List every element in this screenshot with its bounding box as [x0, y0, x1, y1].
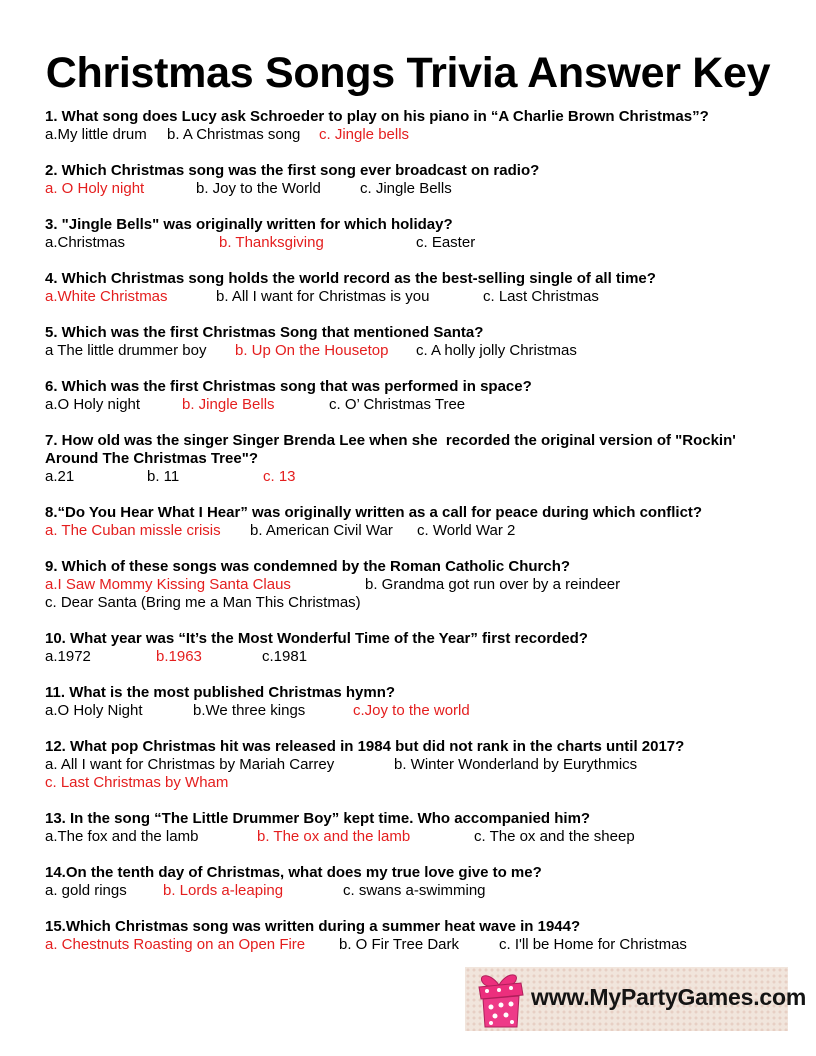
question-text: 5. Which was the first Christmas Song that mentioned Santa? [45, 324, 484, 341]
question-8 [45, 504, 785, 540]
question-text: 6. Which was the first Christmas song that was performed in space? [45, 378, 532, 395]
question-13 [45, 810, 785, 846]
question-text: 9. Which of these songs was condemned by the Roman Catholic Church? [45, 558, 571, 575]
option-c-correct-answer: c. 13 [263, 468, 296, 485]
question-1 [45, 108, 785, 144]
option-c: c. I'll be Home for Christmas [499, 936, 687, 953]
question-4 [45, 270, 785, 306]
option-b-correct-answer: b. The ox and the lamb [257, 828, 411, 845]
option-c-correct-answer: c. Jingle bells [319, 126, 410, 143]
question-2 [45, 162, 785, 198]
option-b: b. All I want for Christmas is you [216, 288, 430, 305]
option-a: a.O Holy Night [45, 702, 143, 719]
option-c: c. Last Christmas [483, 288, 599, 305]
option-c: c. The ox and the sheep [474, 828, 635, 845]
option-a: a. gold rings [45, 882, 127, 899]
option-c: c. swans a-swimming [343, 882, 486, 899]
question-text: 10. What year was “It’s the Most Wonderful Time of the Year” first recorded? [45, 630, 588, 647]
option-a: a.21 [45, 468, 75, 485]
option-b-correct-answer: b. Lords a-leaping [163, 882, 284, 899]
option-c: c. Easter [416, 234, 476, 251]
question-10 [45, 630, 785, 666]
question-text: 4. Which Christmas song holds the world record as the best-selling single of all time? [45, 270, 656, 287]
question-5 [45, 324, 785, 360]
question-text: 7. How old was the singer Singer Brenda Lee when she recorded the original version of "Rockin' Around The Christmas Tree"? [45, 432, 740, 467]
question-3 [45, 216, 785, 252]
question-text: 1. What song does Lucy ask Schroeder to play on his piano in “A Charlie Brown Christmas”? [45, 108, 709, 125]
option-a: a.The fox and the lamb [45, 828, 199, 845]
option-b: b. Grandma got run over by a reindeer [365, 576, 621, 593]
option-a-correct-answer: a.White Christmas [45, 288, 168, 305]
option-b-correct-answer: b.1963 [156, 648, 202, 665]
question-text: 2. Which Christmas song was the first song ever broadcast on radio? [45, 162, 540, 179]
question-text: 8.“Do You Hear What I Hear” was originally written as a call for peace during which conflict? [45, 504, 703, 521]
option-a-correct-answer: a. O Holy night [45, 180, 145, 197]
option-c: c.1981 [262, 648, 308, 665]
option-b: b. O Fir Tree Dark [339, 936, 460, 953]
question-text: 11. What is the most published Christmas hymn? [45, 684, 396, 701]
option-c: c. Jingle Bells [360, 180, 452, 197]
option-b-correct-answer: b. Up On the Housetop [235, 342, 389, 359]
option-a: a.1972 [45, 648, 91, 665]
site-logo[interactable] [465, 967, 807, 1031]
option-a: a.Christmas [45, 234, 126, 251]
question-11 [45, 684, 785, 720]
option-b: b. Winter Wonderland by Eurythmics [394, 756, 638, 773]
option-a-correct-answer: a. Chestnuts Roasting on an Open Fire [45, 936, 306, 953]
question-6 [45, 378, 785, 414]
option-a: a.O Holy night [45, 396, 141, 413]
site-url[interactable]: www.MyPartyGames.com [531, 984, 807, 1010]
option-b: b. A Christmas song [167, 126, 301, 143]
option-b-correct-answer: b. Thanksgiving [219, 234, 324, 251]
option-c: c. A holly jolly Christmas [416, 342, 577, 359]
option-b: b.We three kings [193, 702, 306, 719]
option-c-correct-answer: c. Last Christmas by Wham [45, 774, 229, 791]
option-a: a.My little drum [45, 126, 147, 143]
option-b: b. Joy to the World [196, 180, 321, 197]
option-a: a. All I want for Christmas by Mariah Carrey [45, 756, 335, 773]
question-9 [45, 558, 785, 612]
question-text: 13. In the song “The Little Drummer Boy” kept time. Who accompanied him? [45, 810, 591, 827]
question-15 [45, 918, 785, 954]
question-text: 3. "Jingle Bells" was originally written for which holiday? [45, 216, 453, 233]
option-b: b. 11 [147, 468, 180, 485]
option-c: c. O’ Christmas Tree [329, 396, 466, 413]
question-text: 12. What pop Christmas hit was released in 1984 but did not rank in the charts until 2017? [45, 738, 685, 755]
option-a-correct-answer: a.I Saw Mommy Kissing Santa Claus [45, 576, 291, 593]
option-a: a The little drummer boy [45, 342, 207, 359]
question-7 [45, 432, 785, 486]
question-12 [45, 738, 785, 792]
option-b: b. American Civil War [250, 522, 393, 539]
question-text: 15.Which Christmas song was written during a summer heat wave in 1944? [45, 918, 581, 935]
question-14 [45, 864, 785, 900]
gift-box-icon [471, 969, 527, 1029]
option-a-correct-answer: a. The Cuban missle crisis [45, 522, 221, 539]
option-c: c. Dear Santa (Bring me a Man This Christmas) [45, 594, 361, 611]
question-text: 14.On the tenth day of Christmas, what does my true love give to me? [45, 864, 542, 881]
option-c: c. World War 2 [417, 522, 516, 539]
option-c-correct-answer: c.Joy to the world [353, 702, 470, 719]
option-b-correct-answer: b. Jingle Bells [182, 396, 275, 413]
page-title: Christmas Songs Trivia Answer Key [45, 49, 771, 97]
